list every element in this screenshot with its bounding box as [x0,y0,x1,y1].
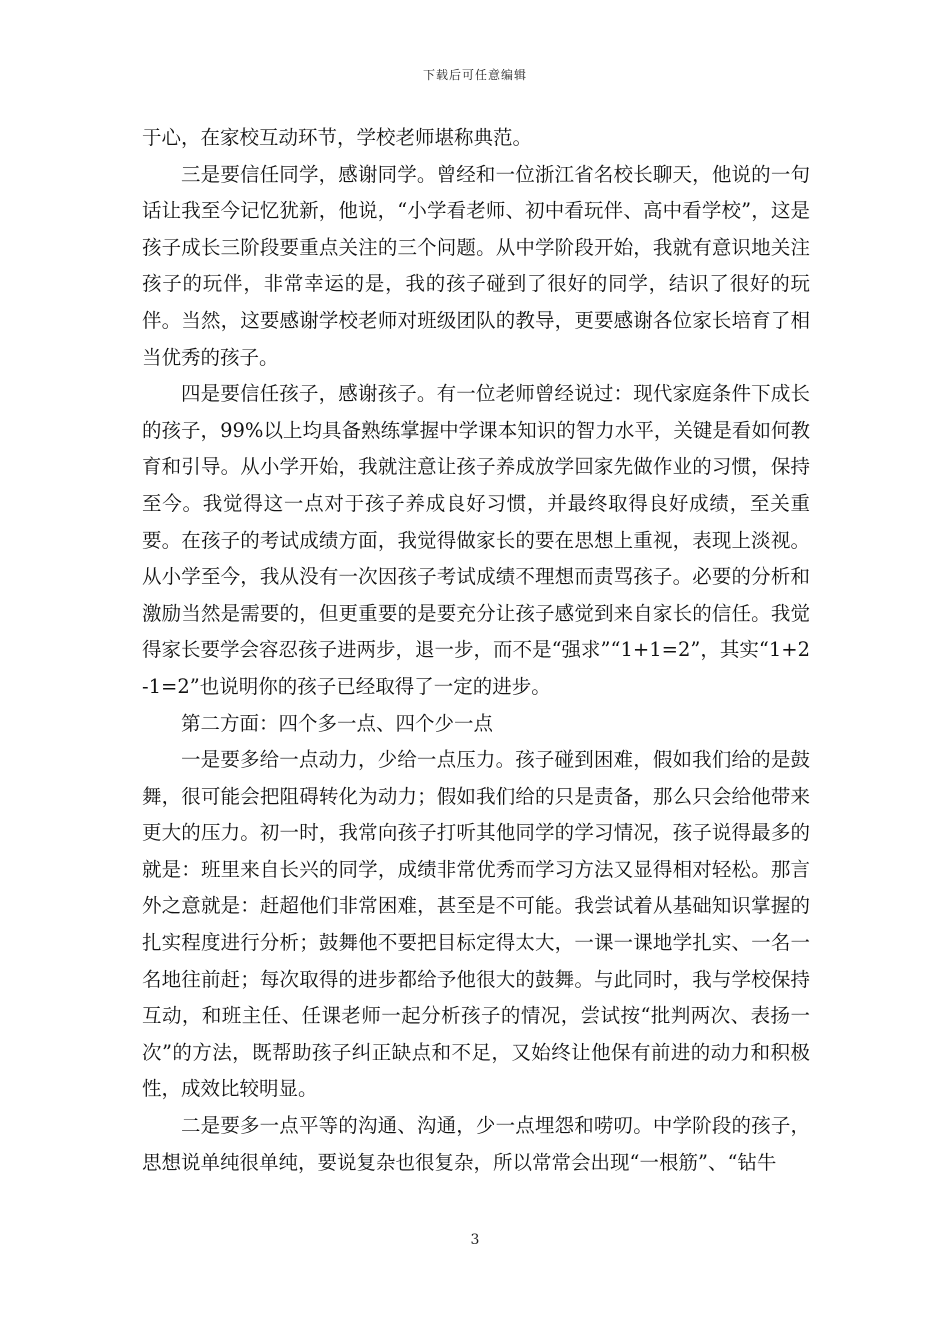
page-header: 下载后可任意编辑 [422,68,527,82]
section-heading-second-aspect: 第二方面：四个多一点、四个少一点 [181,711,494,735]
page-number: 3 [470,1232,480,1248]
paragraph-more-communication: 二是要多一点平等的沟通、沟通，少一点埋怨和唠叨。中学阶段的孩子，思想说单纯很单纯，要说复杂也很复杂，所以常常会出现“一根筋”、“钻牛 [142,1114,810,1174]
document-body [142,120,810,1181]
paragraph-trust-child: 四是要信任孩子，感谢孩子。有一位老师曾经说过：现代家庭条件下成长的孩子，99%以上均具备熟练掌握中学课本知识的智力水平，关键是看如何教育和引导。从小学开始，我就注意让孩子养成放学回家先做作业的习惯，保持至今。我觉得这一点对于孩子养成良好习惯，并最终取得良好成绩，至关重要。在孩子的考试成绩方面，我觉得做家长的要在思想上重视，表现上淡视。从小学至今，我从没有一次因孩子考试成绩不理想而责骂孩子。必要的分析和激励当然是需要的，但更重要的是要充分让孩子感觉到来自家长的信任。我觉得家长要学会容忍孩子进两步，退一步，而不是“强求”“1+1=2”，其实“1+2-1=2”也说明你的孩子已经取得了一定的进步。 [142,382,810,698]
paragraph-trust-classmates: 三是要信任同学，感谢同学。曾经和一位浙江省名校长聊天，他说的一句话让我至今记忆犹新，他说，“小学看老师、初中看玩伴、高中看学校”，这是孩子成长三阶段要重点关注的三个问题。从中学阶段开始，我就有意识地关注孩子的玩伴，非常幸运的是，我的孩子碰到了很好的同学，结识了很好的玩伴。当然，这要感谢学校老师对班级团队的教导，更要感谢各位家长培育了相当优秀的孩子。 [142,162,810,369]
paragraph-continuation: 于心，在家校互动环节，学校老师堪称典范。 [142,126,533,149]
paragraph-more-motivation: 一是要多给一点动力，少给一点压力。孩子碰到困难，假如我们给的是鼓舞，很可能会把阻碍转化为动力；假如我们给的只是责备，那么只会给他带来更大的压力。初一时，我常向孩子打听其他同学的学习情况，孩子说得最多的就是：班里来自长兴的同学，成绩非常优秀而学习方法又显得相对轻松。那言外之意就是：赶超他们非常困难，甚至是不可能。我尝试着从基础知识掌握的扎实程度进行分析；鼓舞他不要把目标定得太大，一课一课地学扎实、一名一名地往前赶；每次取得的进步都给予他很大的鼓舞。与此同时，我与学校保持互动，和班主任、任课老师一起分析孩子的情况，尝试按“批判两次、表扬一次”的方法，既帮助孩子纠正缺点和不足，又始终让他保有前进的动力和积极性，成效比较明显。 [142,748,810,1101]
